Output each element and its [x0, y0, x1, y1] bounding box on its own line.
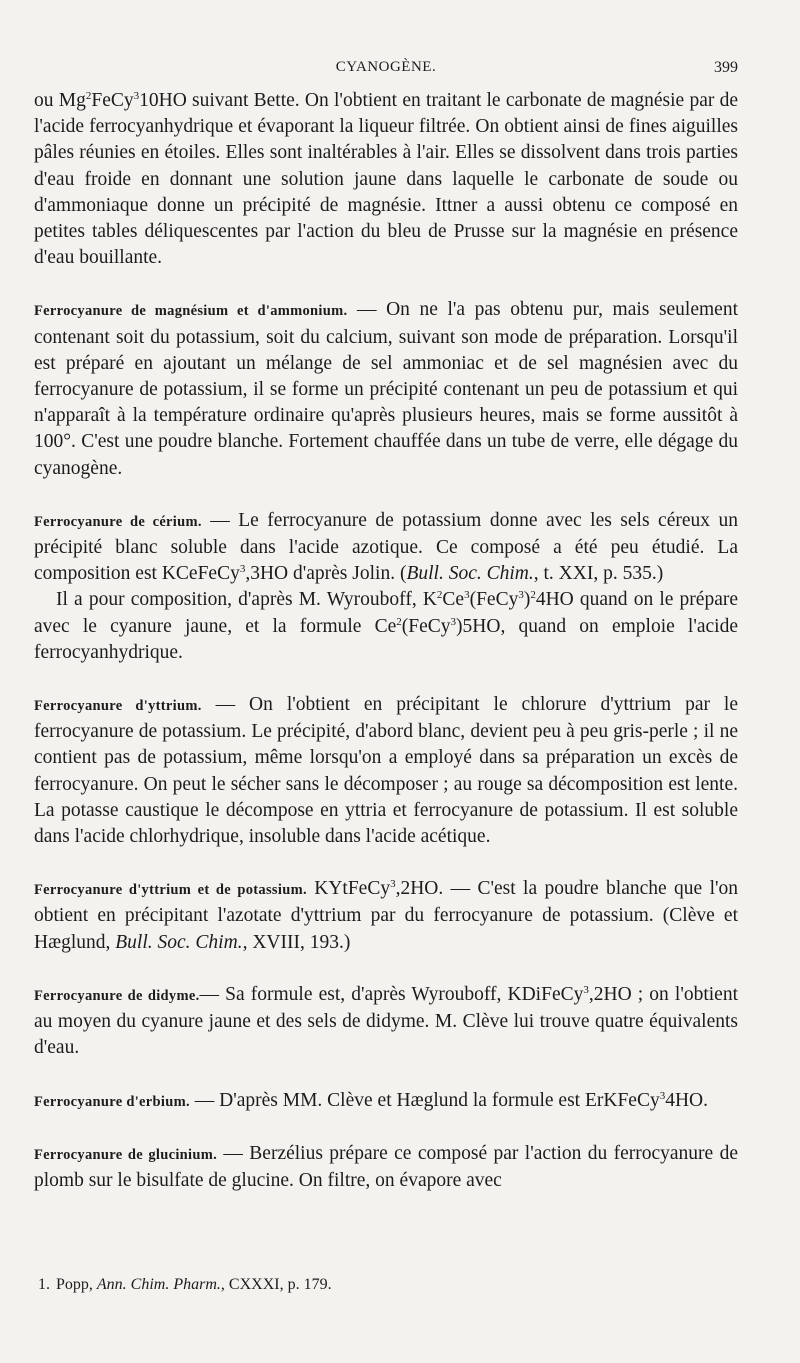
- page-body: [34, 88, 738, 1194]
- running-title: CYANOGÈNE.: [335, 59, 437, 75]
- paragraph-erbium: Ferrocyanure d'erbium. — D'après MM. Clève et Hæglund la formule est ErKFeCy$^3$4HO.: [34, 1089, 708, 1111]
- section-heading: Ferrocyanure de glucinium.: [34, 1146, 218, 1163]
- section-heading: Ferrocyanure d'erbium.: [34, 1093, 190, 1110]
- section-heading: Ferrocyanure d'yttrium.: [34, 698, 202, 715]
- section-heading: Ferrocyanure d'yttrium et de potassium.: [34, 882, 307, 899]
- paragraph-cerium-composition: Il a pour composition, d'après M. Wyrouboff, $K^2Ce^3(FeCy^3)^24HO$ quand on le prépare avec le cyanure jaune, et la formule Ce$^2$(FeCy$^3$)5HO, quand on emploie l'acide ferrocyanhydrique.: [34, 589, 738, 663]
- paragraph-cerium: Ferrocyanure de cérium. — Le ferrocyanure de potassium donne avec les sels céreux un précipité blanc soluble dans l'acide azotique. Ce composé a été peu étudié. La composition est KCeFeCy$^3$,3HO d'après Jolin. (Bull. Soc. Chim., t. XXI, p. 535.): [34, 509, 738, 585]
- section-heading: Ferrocyanure de magnésium et d'ammonium.: [34, 303, 348, 320]
- footnote: 1. Popp, Ann. Chim. Pharm., CXXXI, p. 179.: [34, 1274, 738, 1296]
- paragraph-magnesium-ferrocyanide: ou Mg$^2$FeCy$^3$10HO suivant Bette. On l'obtient en traitant le carbonate de magnésie par de l'acide ferrocyanhydrique et évaporant la liqueur filtrée. On obtient ainsi de fines aiguilles pâles réunies en étoiles. Elles sont inaltérables à l'air. Elles se dissolvent dans trois parties d'eau froide en donnant une solution jaune dans laquelle le carbonate de soude ou d'ammoniaque donne un précipité de magnésie. Ittner a aussi obtenu ce composé en petites tables déliquescentes par l'action du bleu de Prusse sur la magnésie en présence d'eau bouillante.: [34, 90, 738, 269]
- paragraph-didymium: Ferrocyanure de didyme.— Sa formule est, d'après Wyrouboff, KDiFeCy$^3$,2HO ; on l'obtient au moyen du cyanure jaune et des sels de didyme. M. Clève lui trouve quatre équivalents d'eau.: [34, 983, 739, 1059]
- footnote-number: 1.: [38, 1276, 50, 1293]
- paragraph-yttrium-potassium: Ferrocyanure d'yttrium et de potassium. KYtFeCy$^3$,2HO. — C'est la poudre blanche que l'on obtient en précipitant l'azotate d'yttrium par du ferrocyanure de potassium. (Clève et Hæglund, Bull. Soc. Chim., XVIII, 193.): [34, 878, 738, 953]
- paragraph-yttrium: Ferrocyanure d'yttrium. — On l'obtient en précipitant le chlorure d'yttrium par le ferrocyanure de potassium. Le précipité, d'abord blanc, devient peu à peu gris-perle ; il ne contient pas de potassium, même lorsqu'on a employé dans sa préparation un excès de ferrocyanure. On peut le sécher sans le décomposer ; au rouge sa décomposition est lente. La potasse caustique le décompose en yttria et ferrocyanure de potassium. Il est soluble dans l'acide chlorhydrique, insoluble dans l'acide acétique.: [34, 694, 738, 848]
- paragraph-magnesium-ammonium: Ferrocyanure de magnésium et d'ammonium. — On ne l'a pas obtenu pur, mais seulement contenant soit du potassium, soit du calcium, suivant son mode de préparation. Lorsqu'il est préparé en ajoutant un mélange de sel ammoniac et de sel magnésien avec du ferrocyanure de potassium, il se forme un précipité contenant un peu de potassium et qui n'apparaît à la température ordinaire qu'après plusieurs heures, mais se forme aussitôt à 100°. C'est une poudre blanche. Fortement chauffée dans un tube de verre, elle dégage du cyanogène.: [34, 299, 738, 479]
- section-heading: Ferrocyanure de cérium.: [34, 513, 202, 530]
- section-heading: Ferrocyanure de didyme.: [34, 987, 200, 1004]
- page-number: 399: [714, 59, 738, 76]
- page-header: [34, 55, 738, 83]
- paragraph-glucinium: Ferrocyanure de glucinium. — Berzélius prépare ce composé par l'action du ferrocyanure de plomb sur le bisulfate de glucine. On filtre, on évapore avec: [34, 1142, 738, 1191]
